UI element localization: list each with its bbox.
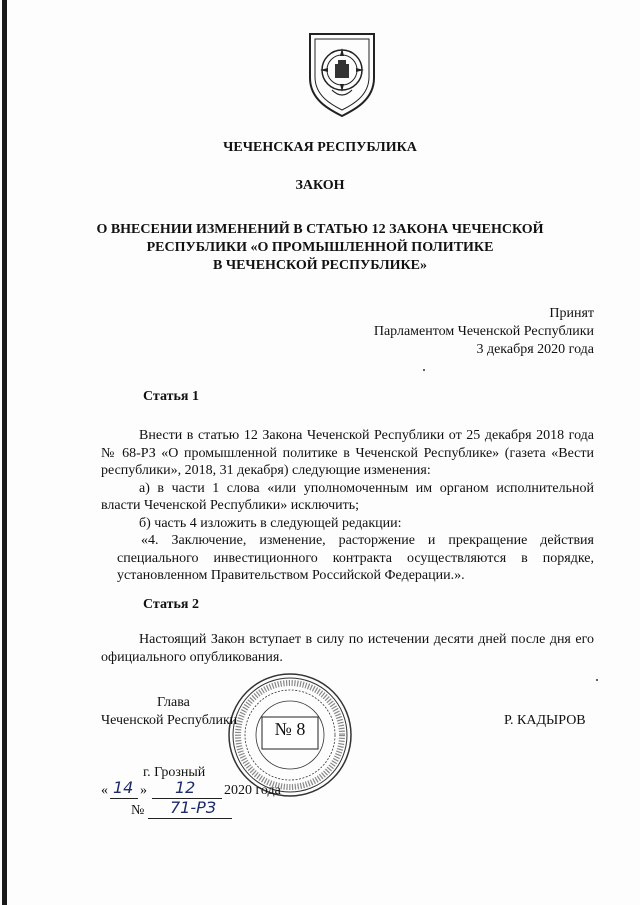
article-2-text: Настоящий Закон вступает в силу по истечении десяти дней после дня его официального опубликования. xyxy=(101,632,594,665)
article-1-item-b: б) часть 4 изложить в следующей редакции: xyxy=(139,515,402,531)
article-2-body xyxy=(101,631,594,666)
handwritten-day: 14 xyxy=(113,778,134,797)
handwritten-month: 12 xyxy=(175,778,196,797)
handwritten-law-number: 71-РЗ xyxy=(170,798,217,817)
law-title-line: РЕСПУБЛИКИ «О ПРОМЫШЛЕННОЙ ПОЛИТИКЕ xyxy=(146,240,494,255)
coat-of-arms-emblem xyxy=(302,30,382,118)
adopted-by: Парламентом Чеченской Республики xyxy=(373,324,594,339)
adopted-date: 3 декабря 2020 года xyxy=(476,342,594,357)
law-title xyxy=(0,221,640,275)
scan-speck xyxy=(596,679,598,681)
date-open-quote: « xyxy=(101,783,108,798)
law-title-line: О ВНЕСЕНИИ ИЗМЕНЕНИЙ В СТАТЬЮ 12 ЗАКОНА ЧЕЧЕНСКОЙ xyxy=(96,222,544,237)
signatory-name: Р. КАДЫРОВ xyxy=(504,713,586,728)
number-underline xyxy=(148,818,232,819)
signatory-position-line2: Чеченской Республики xyxy=(101,713,238,728)
adoption-block xyxy=(274,305,594,359)
signatory-position-line1: Глава xyxy=(157,695,190,710)
article-2-heading: Статья 2 xyxy=(143,597,199,612)
place-of-signing: г. Грозный xyxy=(143,765,206,780)
law-title-line: В ЧЕЧЕНСКОЙ РЕСПУБЛИКЕ» xyxy=(212,258,428,273)
adopted-label: Принят xyxy=(549,306,594,321)
day-underline xyxy=(110,798,138,799)
scan-speck xyxy=(423,369,425,371)
article-1-body xyxy=(101,427,594,532)
date-year: 2020 года xyxy=(224,783,281,798)
republic-heading: ЧЕЧЕНСКАЯ РЕСПУБЛИКА xyxy=(223,140,417,155)
article-1-quote: «4. Заключение, изменение, расторжение и прекращение действия специального инвестиционного контракта осуществляются в порядке, установленном Правительством Российской Федерации.». xyxy=(117,533,594,583)
article-1-heading: Статья 1 xyxy=(143,389,199,404)
seal-number: № 8 xyxy=(274,719,306,739)
article-1-intro: Внести в статью 12 Закона Чеченской Республики от 25 декабря 2018 года № 68-РЗ «О промышленной политике в Чеченской Республике» (газета «Вести республики», 2018, 31 декабря) следующие изменения: xyxy=(101,428,594,478)
law-number-prefix: № xyxy=(131,803,145,818)
document-type-heading: ЗАКОН xyxy=(295,178,345,193)
date-close-quote: » xyxy=(140,783,147,798)
scan-edge xyxy=(2,0,7,905)
article-1-item-a: а) в части 1 слова «или уполномоченным им органом исполнительной власти Чеченской Республики» исключить; xyxy=(101,480,594,513)
